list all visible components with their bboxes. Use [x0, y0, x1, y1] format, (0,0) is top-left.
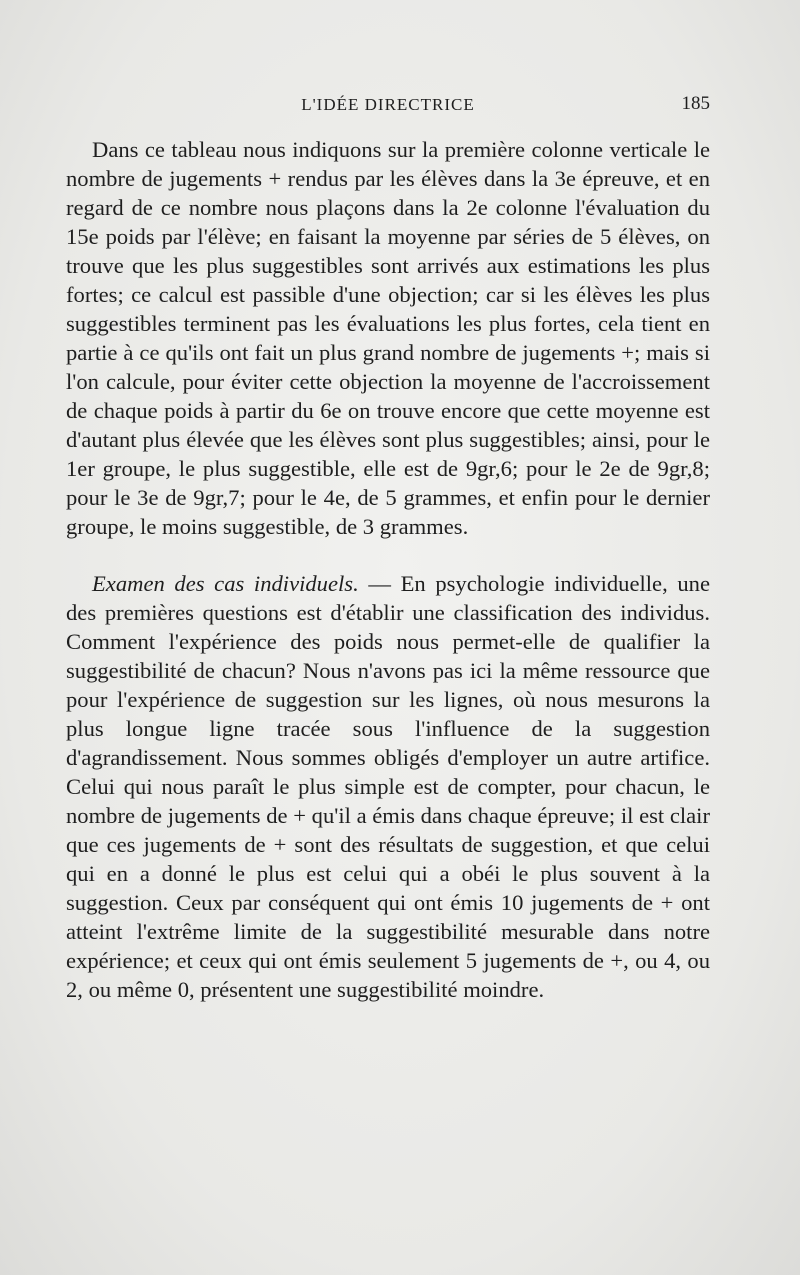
page-number: 185	[681, 93, 710, 114]
paragraph-text: — En psychologie individuelle, une des premières questions est d'établir une classification des individus. Comment l'expérience des poids nous permet-elle de qualifier la suggestibilité de chacun? Nous n'avons pas ici la même ressource que pour l'expérience de suggestion sur les lignes, où nous mesurons la plus longue ligne tracée sous l'influence de la suggestion d'agrandissement. Nous sommes obligés d'employer un autre artifice. Celui qui nous paraît le plus simple est de compter, pour chacun, le nombre de jugements de + qu'il a émis dans chaque épreuve; il est clair que ces jugements de + sont des résultats de suggestion, et que celui qui en a donné le plus est celui qui a obéi le plus souvent à la suggestion. Ceux par conséquent qui ont émis 10 jugements de + ont atteint l'extrême limite de la suggestibilité mesurable dans notre expérience; et ceux qui ont émis seulement 5 jugements de +, ou 4, ou 2, ou même 0, présentent une suggestibilité moindre.	[66, 571, 710, 1002]
paragraph-individual-cases	[66, 569, 710, 1004]
section-heading: Examen des cas individuels.	[92, 571, 359, 596]
page-body	[66, 135, 710, 1004]
running-title: L'IDÉE DIRECTRICE	[301, 95, 475, 114]
paragraph-table-analysis	[66, 135, 710, 541]
paragraph-text: Dans ce tableau nous indiquons sur la première colonne verticale le nombre de jugements + rendus par les élèves dans la 3e épreuve, et en regard de ce nombre nous plaçons dans la 2e colonne l'évaluation du 15e poids par l'élève; en faisant la moyenne par séries de 5 élèves, on trouve que les plus suggestibles sont arrivés aux estimations les plus fortes; ce calcul est passible d'une objection; car si les élèves les plus suggestibles terminent pas les évaluations les plus fortes, cela tient en partie à ce qu'ils ont fait un plus grand nombre de jugements +; mais si l'on calcule, pour éviter cette objection la moyenne de l'accroissement de chaque poids à partir du 6e on trouve encore que cette moyenne est d'autant plus élevée que les élèves sont plus suggestibles; ainsi, pour le 1er groupe, le plus suggestible, elle est de 9gr,6; pour le 2e de 9gr,8; pour le 3e de 9gr,7; pour le 4e, de 5 grammes, et enfin pour le dernier groupe, le moins suggestible, de 3 grammes.	[66, 137, 710, 539]
page-header	[66, 93, 710, 123]
